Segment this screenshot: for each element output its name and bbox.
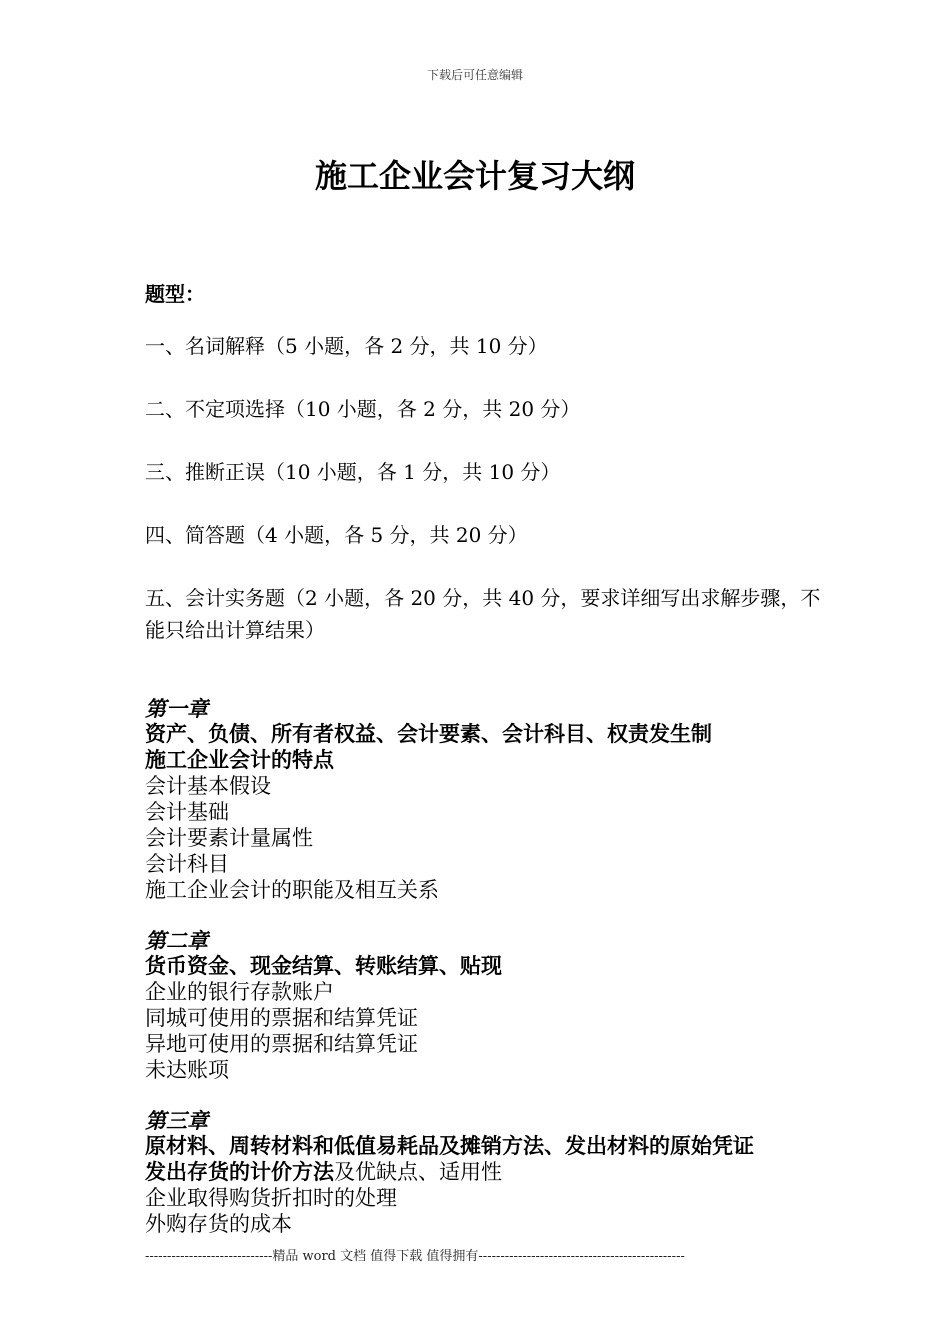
question-type-item: 五、会计实务题（2 小题，各 20 分，共 40 分，要求详细写出求解步骤，不能只给出计算结果） — [145, 586, 821, 642]
chapter-line — [145, 1031, 825, 1057]
page-footer: -----------------------------精品 word 文档 值得下载 值得拥有----------------------------------------------- — [145, 1249, 685, 1264]
chapter-heading: 第一章 — [145, 696, 208, 721]
chapter-line — [145, 979, 825, 1005]
bold-text: 发出存货的计价方法 — [145, 1159, 334, 1184]
normal-text: 外购存货的成本 — [145, 1212, 292, 1236]
bold-text: 资产、负债、所有者权益、会计要素、会计科目、权责发生制 — [145, 721, 712, 746]
question-types-list — [145, 330, 825, 677]
chapter-line — [145, 799, 825, 825]
normal-text: 企业取得购货折扣时的处理 — [145, 1186, 397, 1210]
page-header: 下载后可任意编辑 — [426, 68, 523, 82]
question-type-item: 四、简答题（4 小题，各 5 分，共 20 分） — [145, 523, 528, 547]
chapter-heading: 第三章 — [145, 1108, 208, 1133]
chapter-line — [145, 773, 825, 799]
normal-text: 企业的银行存款账户 — [145, 980, 334, 1004]
normal-text: 施工企业会计的职能及相互关系 — [145, 878, 439, 902]
chapter-line — [145, 721, 825, 747]
normal-text: 会计要素计量属性 — [145, 826, 313, 850]
chapter-outline — [145, 696, 825, 1262]
bold-text: 原材料、周转材料和低值易耗品及摊销方法、发出材料的原始凭证 — [145, 1133, 754, 1158]
question-types-label: 题型： — [145, 282, 205, 306]
chapter-line — [145, 747, 825, 773]
chapter-line — [145, 1005, 825, 1031]
normal-text: 异地可使用的票据和结算凭证 — [145, 1032, 418, 1056]
question-type-item: 二、不定项选择（10 小题，各 2 分，共 20 分） — [145, 397, 581, 421]
normal-text: 未达账项 — [145, 1058, 229, 1082]
question-type-item: 一、名词解释（5 小题，各 2 分，共 10 分） — [145, 334, 548, 358]
chapter-line — [145, 851, 825, 877]
bold-text: 施工企业会计的特点 — [145, 747, 334, 772]
chapter-heading: 第二章 — [145, 928, 208, 953]
normal-text: 会计科目 — [145, 852, 229, 876]
normal-text: 同城可使用的票据和结算凭证 — [145, 1006, 418, 1030]
chapter-line — [145, 1211, 825, 1237]
chapter-line — [145, 953, 825, 979]
normal-text: 会计基础 — [145, 800, 229, 824]
bold-text: 货币资金、现金结算、转账结算、贴现 — [145, 953, 502, 978]
normal-text: 及优缺点、适用性 — [334, 1160, 502, 1184]
chapter-2 — [145, 928, 825, 1083]
chapter-line — [145, 1185, 825, 1211]
chapter-line — [145, 877, 825, 903]
chapter-line — [145, 1159, 825, 1185]
normal-text: 会计基本假设 — [145, 774, 271, 798]
chapter-1 — [145, 696, 825, 903]
chapter-line — [145, 825, 825, 851]
chapter-line — [145, 1057, 825, 1083]
question-type-item: 三、推断正误（10 小题，各 1 分，共 10 分） — [145, 460, 561, 484]
document-title: 施工企业会计复习大纲 — [314, 157, 635, 195]
chapter-line — [145, 1133, 825, 1159]
chapter-3 — [145, 1108, 825, 1237]
